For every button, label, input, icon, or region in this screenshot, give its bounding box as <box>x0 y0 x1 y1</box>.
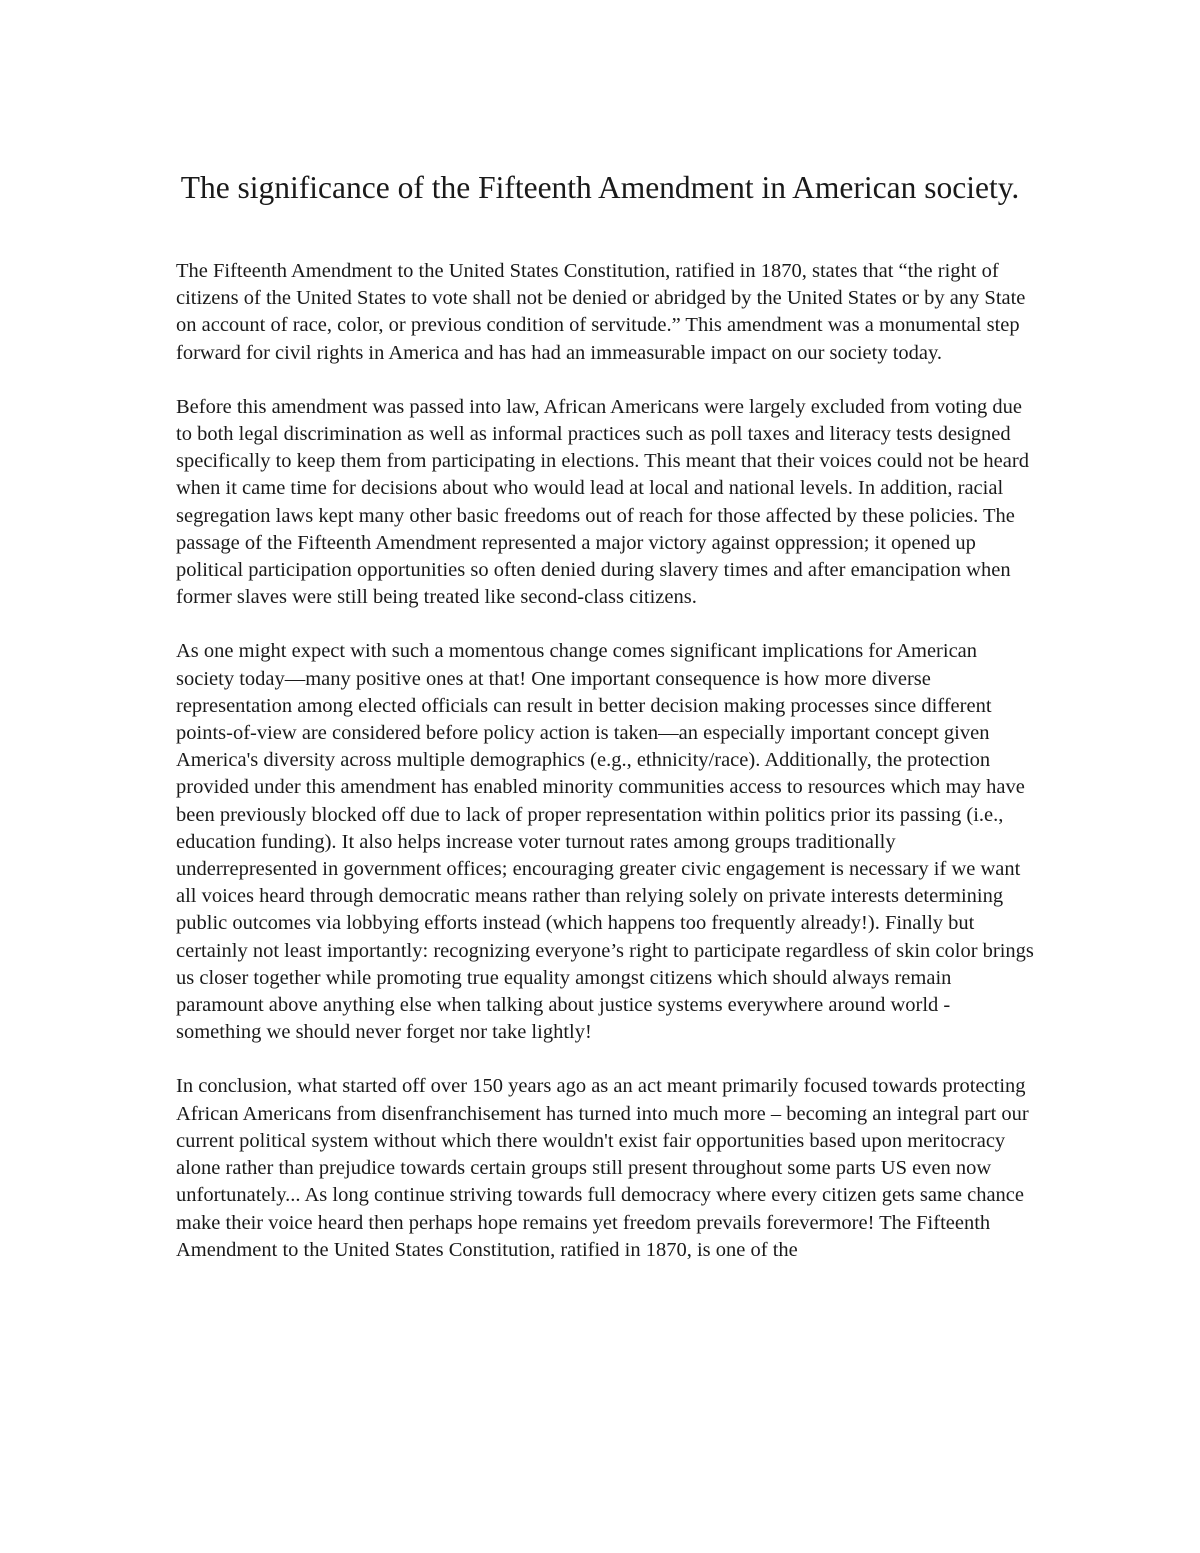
paragraph-intro: The Fifteenth Amendment to the United States Constitution, ratified in 1870, states that “the right of citizens of the United States to vote shall not be denied or abridged by the United States or by any State on account of race, color, or previous condition of servitude.” This amendment was a monumental step forward for civil rights in America and has had an immeasurable impact on our society today. <box>176 260 1026 364</box>
paragraph-implications: As one might expect with such a momentous change comes significant implications for American society today—many positive ones at that! One important consequence is how more diverse representation among elected officials can result in better decision making processes since different points-of-view are considered before policy action is taken—an especially important concept given America's diversity across multiple demographics (e.g., ethnicity/race). Additionally, the protection provided under this amendment has enabled minority communities access to resources which may have been previously blocked off due to lack of proper representation within politics prior its passing (i.e., education funding). It also helps increase voter turnout rates among groups traditionally underrepresented in government offices; encouraging greater civic engagement is necessary if we want all voices heard through democratic means rather than relying solely on private interests determining public outcomes via lobbying efforts instead (which happens too frequently already!). Finally but certainly not least importantly: recognizing everyone’s right to participate regardless of skin color brings us closer together while promoting true equality amongst citizens which should always remain paramount above anything else when talking about justice systems everywhere around world - something we should never forget nor take lightly! <box>176 640 1034 1044</box>
paragraph-conclusion: In conclusion, what started off over 150 years ago as an act meant primarily focused towards protecting African Americans from disenfranchisement has turned into much more – becoming an integral part our current political system without which there wouldn't exist fair opportunities based upon meritocracy alone rather than prejudice towards certain groups still present throughout some parts US even now unfortunately... As long continue striving towards full democracy where every citizen gets same chance make their voice heard then perhaps hope remains yet freedom prevails forevermore! The Fifteenth Amendment to the United States Constitution, ratified in 1870, is one of the <box>176 1075 1029 1261</box>
document-body <box>176 258 1036 1264</box>
paragraph-history: Before this amendment was passed into law, African Americans were largely excluded from voting due to both legal discrimination as well as informal practices such as poll taxes and literacy tests designed specifically to keep them from participating in elections. This meant that their voices could not be heard when it came time for decisions about who would lead at local and national levels. In addition, racial segregation laws kept many other basic freedoms out of reach for those affected by these policies. The passage of the Fifteenth Amendment represented a major victory against oppression; it opened up political participation opportunities so often denied during slavery times and after emancipation when former slaves were still being treated like second-class citizens. <box>176 395 1029 609</box>
document-title: The significance of the Fifteenth Amendment in American society. <box>180 170 1020 205</box>
